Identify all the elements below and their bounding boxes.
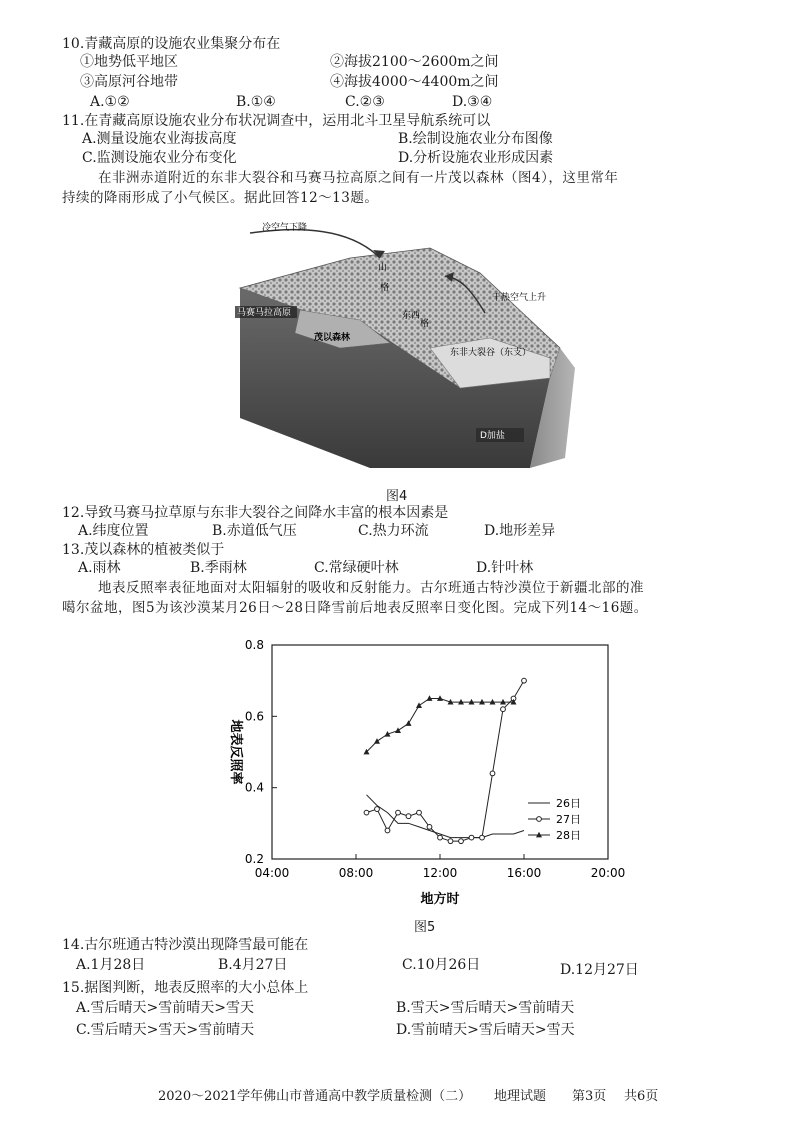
q14-option-b: B.4月27日 [218, 957, 288, 973]
y-tick-label: 0.8 [244, 638, 264, 652]
y-tick-label: 0.6 [244, 709, 264, 724]
legend-marker [537, 817, 542, 822]
x-tick-label: 16:00 [506, 866, 542, 880]
y-tick-label: 0.4 [244, 780, 264, 795]
q15-option-b: B.雪天>雪后晴天>雪前晴天 [396, 1000, 575, 1016]
passage1-line1: 在非洲赤道附近的东非大裂谷和马赛马拉高原之间有一片茂以森林（图4），这里常年 [98, 170, 619, 186]
data-point [375, 807, 380, 812]
footer-title: 2020～2021学年佛山市普通高中教学质量检测（二） [158, 1089, 472, 1104]
y-tick-label: 0.2 [244, 852, 264, 866]
data-point [364, 810, 369, 815]
fig4-label-mountain-1: 山 [378, 263, 388, 273]
q12-option-d: D.地形差异 [484, 523, 556, 539]
data-point [395, 727, 401, 733]
legend-entry: 27日 [556, 813, 581, 826]
legend-entry: 26日 [556, 797, 581, 810]
q11-option-d: D.分析设施农业形成因素 [398, 150, 554, 166]
fig4-label-rift: 东非大裂谷（东支） [450, 348, 532, 358]
q15-option-d: D.雪前晴天>雪后晴天>雪天 [396, 1022, 575, 1038]
data-point [374, 738, 380, 744]
fig4-label-cold-air: 冷空气下降 [262, 223, 308, 233]
q10-item-4: ④海拔4000～4400m之间 [330, 74, 499, 90]
q12-option-c: C.热力环流 [358, 523, 429, 539]
q13-option-c: C.常绿硬叶林 [314, 560, 399, 576]
q13-stem: 13.茂以森林的植被类似于 [62, 542, 225, 558]
data-point [406, 720, 412, 726]
legend-entry: 28日 [556, 829, 581, 842]
fig4-label-corner: D加盐 [480, 431, 505, 441]
series-line-2 [367, 681, 525, 842]
q10-option-c: C.②③ [345, 94, 385, 110]
data-point [438, 835, 443, 840]
q10-option-b: B.①④ [236, 94, 276, 110]
q15-option-a: A.雪后晴天>雪前晴天>雪天 [76, 1000, 255, 1016]
data-point [396, 810, 401, 815]
footer-total: 共6页 [624, 1089, 659, 1104]
fig4-label-hot-air: 干热空气上升 [492, 293, 547, 303]
q14-option-d: D.12月27日 [560, 962, 639, 978]
footer-subject: 地理试题 [494, 1089, 547, 1104]
x-axis-label: 地方时 [420, 892, 460, 907]
q12-stem: 12.导致马赛马拉草原与东非大裂谷之间降水丰富的根本因素是 [62, 505, 449, 521]
series-line-3 [367, 699, 514, 753]
q11-option-b: B.绘制设施农业分布图像 [398, 131, 553, 147]
figure-5-chart [218, 633, 628, 913]
q10-item-3: ③高原河谷地带 [80, 74, 178, 90]
q10-option-a: A.①② [90, 94, 130, 110]
data-point [501, 707, 506, 712]
data-point [385, 828, 390, 833]
x-tick-label: 20:00 [590, 866, 626, 880]
data-point [469, 835, 474, 840]
fig4-label-plateau: 马赛马拉高原 [237, 308, 292, 318]
data-point [459, 839, 464, 844]
figure-4-caption: 图4 [386, 489, 408, 504]
q13-option-a: A.雨林 [78, 560, 121, 576]
x-tick-label: 12:00 [422, 866, 458, 880]
q10-item-1: ①地势低平地区 [80, 54, 178, 70]
data-point [522, 678, 527, 683]
figure-5-caption: 图5 [414, 920, 436, 935]
data-point [490, 771, 495, 776]
passage1-line2: 持续的降雨形成了小气候区。据此回答12～13题。 [62, 190, 379, 206]
q14-option-a: A.1月28日 [76, 957, 146, 973]
fig4-label-ew: 东西 [402, 311, 421, 321]
q13-option-d: D.针叶林 [476, 560, 534, 576]
q14-option-c: C.10月26日 [402, 957, 481, 973]
x-tick-label: 08:00 [338, 866, 374, 880]
fig4-label-mountain-3: 格 [420, 319, 430, 329]
x-tick-label: 04:00 [254, 866, 290, 880]
q11-option-a: A.测量设施农业海拔高度 [82, 131, 237, 147]
q12-option-b: B.赤道低气压 [212, 523, 297, 539]
q11-stem: 11.在青藏高原设施农业分布状况调查中，运用北斗卫星导航系统可以 [62, 113, 491, 129]
data-point [416, 702, 422, 708]
q15-stem: 15.据图判断，地表反照率的大小总体上 [62, 980, 309, 996]
passage2-line2: 噶尔盆地，图5为该沙漠某月26日～28日降雪前后地表反照率日变化图。完成下列14～16题。 [62, 600, 648, 616]
q10-stem: 10.青藏高原的设施农业集聚分布在 [62, 36, 281, 52]
data-point [417, 810, 422, 815]
q11-option-c: C.监测设施农业分布变化 [82, 150, 237, 166]
data-point [448, 839, 453, 844]
passage2-line1: 地表反照率表征地面对太阳辐射的吸收和反射能力。古尔班通古特沙漠位于新疆北部的准 [98, 580, 644, 596]
figure-4-block-diagram [230, 218, 580, 480]
q14-stem: 14.古尔班通古特沙漠出现降雪最可能在 [62, 937, 309, 953]
plot-frame [272, 645, 608, 859]
y-axis-label: 地表反照率 [228, 719, 243, 785]
data-point [427, 825, 432, 830]
q13-option-b: B.季雨林 [190, 560, 247, 576]
q15-option-c: C.雪后晴天>雪天>雪前晴天 [76, 1022, 255, 1038]
footer-page: 第3页 [572, 1089, 607, 1104]
q10-option-d: D.③④ [452, 94, 493, 110]
q12-option-a: A.纬度位置 [78, 523, 149, 539]
data-point [406, 814, 411, 819]
fig4-label-mountain-2: 格 [380, 283, 390, 293]
fig4-label-forest: 茂以森林 [314, 333, 351, 343]
data-point [480, 835, 485, 840]
q10-item-2: ②海拔2100～2600m之间 [330, 54, 499, 70]
